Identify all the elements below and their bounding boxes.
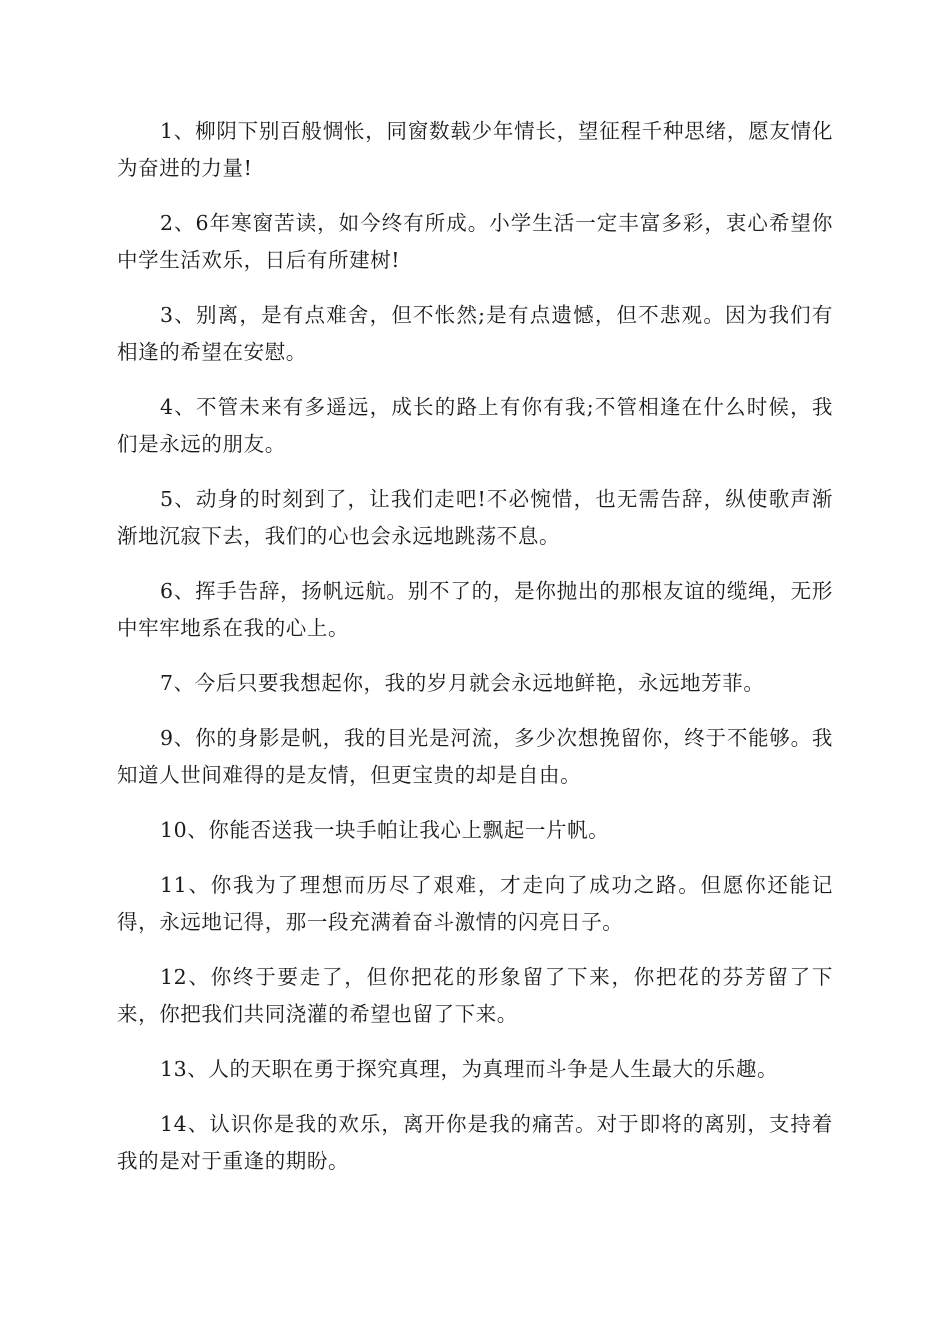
paragraph-12: 12、你终于要走了，但你把花的形象留了下来，你把花的芬芳留了下来，你把我们共同浇灌的希望也留了下来。 xyxy=(117,965,833,1026)
paragraph-10: 10、你能否送我一块手帕让我心上飘起一片帆。 xyxy=(160,818,610,842)
paragraph-9: 9、你的身影是帆，我的目光是河流，多少次想挽留你，终于不能够。我知道人世间难得的是友情，但更宝贵的却是自由。 xyxy=(117,726,833,787)
paragraph-2: 2、6年寒窗苦读，如今终有所成。小学生活一定丰富多彩，衷心希望你中学生活欢乐，日后有所建树! xyxy=(117,211,833,272)
paragraph-4: 4、不管未来有多遥远，成长的路上有你有我;不管相逢在什么时候，我们是永远的朋友。 xyxy=(117,395,833,456)
paragraph-1: 1、柳阴下别百般惆怅，同窗数载少年情长，望征程千种思绪，愿友情化为奋进的力量! xyxy=(117,119,833,180)
paragraph-13: 13、人的天职在勇于探究真理，为真理而斗争是人生最大的乐趣。 xyxy=(160,1057,779,1081)
paragraph-5: 5、动身的时刻到了，让我们走吧!不必惋惜，也无需告辞，纵使歌声渐渐地沉寂下去，我们的心也会永远地跳荡不息。 xyxy=(117,487,833,548)
paragraph-3: 3、别离，是有点难舍，但不怅然;是有点遗憾，但不悲观。因为我们有相逢的希望在安慰。 xyxy=(117,303,833,364)
paragraph-11: 11、你我为了理想而历尽了艰难，才走向了成功之路。但愿你还能记得，永远地记得，那一段充满着奋斗激情的闪亮日子。 xyxy=(117,873,833,934)
paragraph-14: 14、认识你是我的欢乐，离开你是我的痛苦。对于即将的离别，支持着我的是对于重逢的期盼。 xyxy=(117,1112,833,1173)
paragraph-6: 6、挥手告辞，扬帆远航。别不了的，是你抛出的那根友谊的缆绳，无形中牢牢地系在我的心上。 xyxy=(117,579,833,640)
paragraph-7: 7、今后只要我想起你，我的岁月就会永远地鲜艳，永远地芳菲。 xyxy=(160,671,765,695)
document-body xyxy=(117,113,833,1198)
